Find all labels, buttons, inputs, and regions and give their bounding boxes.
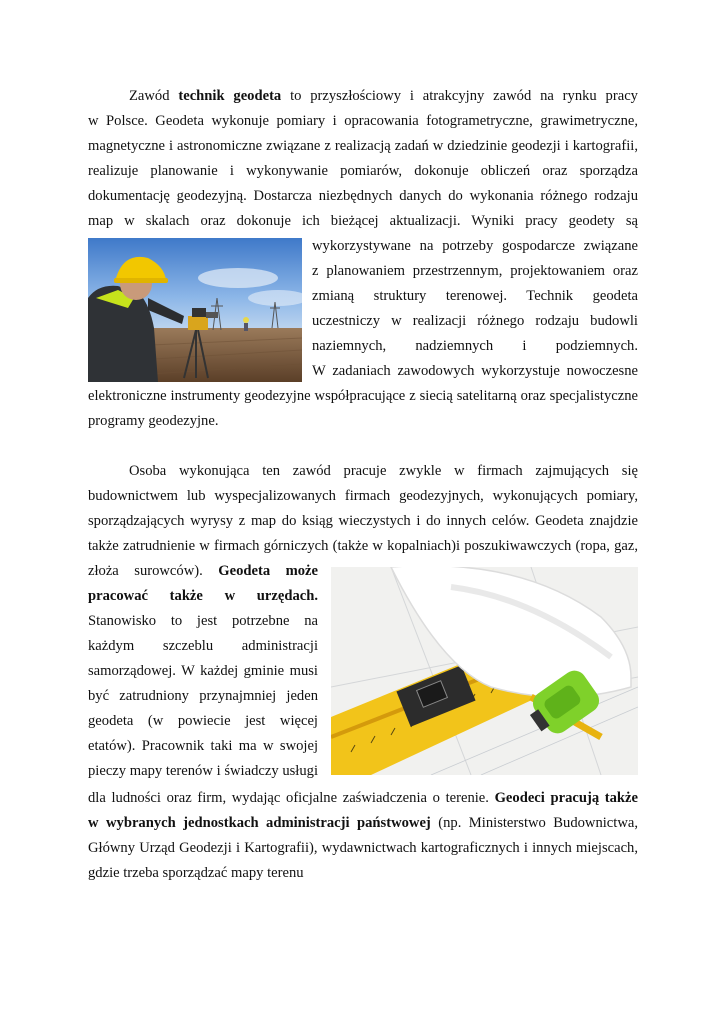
- surveyor-photo: [88, 238, 302, 382]
- p2-line-1: Osoba wykonująca ten zawód pracuje zwykle w firmach zajmujących się: [129, 463, 638, 479]
- p2-line-8: każdym szczeblu administracji: [88, 638, 318, 654]
- p2-line-11: geodeta (w powiecie jest więcej: [88, 713, 318, 729]
- p1-line-8: z planowaniem przestrzennym, projektowaniem oraz: [312, 263, 638, 279]
- p2-line-15: [88, 811, 638, 836]
- bold-phrase-geodeta-moze: Geodeta może: [218, 563, 318, 579]
- p1-line-1-pre: Zawód: [129, 88, 179, 104]
- p2-line-14: [88, 786, 638, 811]
- p2-line-5-pre: złoża surowców).: [88, 563, 219, 579]
- bold-phrase-administracji-panstwowej: w wybranych jednostkach administracji państwowej: [88, 815, 431, 831]
- bold-phrase-geodeci-pracuja: Geodeci pracują także: [494, 790, 638, 806]
- bold-term-technik-geodeta: technik geodeta: [178, 88, 282, 104]
- p1-line-7: wykorzystywane na potrzeby gospodarcze związane: [312, 238, 638, 254]
- p2-line-10: być zatrudniony przynajmniej jeden: [88, 688, 318, 704]
- bold-phrase-pracowac-w-urzedach: pracować także w urzędach.: [88, 588, 318, 604]
- p2-line-6: [88, 584, 318, 609]
- p1-line-1: [129, 84, 638, 109]
- p1-line-11: naziemnych, nadziemnych i podziemnych.: [312, 338, 638, 354]
- p2-line-12: etatów). Pracownik taki ma w swojej: [88, 738, 318, 754]
- p2-line-4: także zatrudnienie w firmach górniczych (także w kopalniach)i poszukiwawczych (ropa, gaz,: [88, 538, 638, 554]
- p1-line-3: magnetyczne i astronomiczne związane z realizacją zadań w dziedzinie geodezji i kartografii,: [88, 138, 638, 154]
- p2-line-5: [88, 559, 318, 584]
- p1-line-4: realizuje planowanie i wykonywanie pomiarów, dokonuje obliczeń oraz sporządza: [88, 163, 638, 179]
- p1-line-12: W zadaniach zawodowych wykorzystuje nowoczesne: [312, 363, 638, 379]
- p2-line-9: samorządowej. W każdej gminie musi: [88, 663, 318, 679]
- p2-line-17: gdzie trzeba sporządzać mapy terenu: [88, 865, 304, 881]
- p1-line-10: uczestniczy w realizacji różnego rodzaju budowli: [312, 313, 638, 329]
- p1-line-13: elektroniczne instrumenty geodezyjne współpracujące z siecią satelitarną oraz specjalistyczne: [88, 388, 638, 404]
- p1-line-1-post: to przyszłościowy i atrakcyjny zawód na rynku pracy: [281, 88, 638, 104]
- p2-line-7: Stanowisko to jest potrzebne na: [88, 613, 318, 629]
- p1-line-14: programy geodezyjne.: [88, 413, 219, 429]
- p2-line-3: sporządzających wyrysy z map do ksiąg wieczystych i do innych celów. Geodeta znajdzie: [88, 513, 638, 529]
- p1-line-2: w Polsce. Geodeta wykonuje pomiary i opracowania fotogrametryczne, grawimetryczne,: [88, 113, 638, 129]
- p2-line-2: budownictwem lub wyspecjalizowanych firmach geodezyjnych, wykonujących pomiary,: [88, 488, 638, 504]
- p2-line-15-post: (np. Ministerstwo Budownictwa,: [430, 815, 638, 831]
- p2-line-14-pre: dla ludności oraz firm, wydając oficjalne zaświadczenia o terenie.: [88, 790, 495, 806]
- p1-line-5: dokumentację geodezyjną. Dostarcza niezbędnych danych do wykonania różnego rodzaju: [88, 188, 638, 204]
- p2-line-13: pieczy mapy terenów i świadczy usługi: [88, 763, 318, 779]
- p1-line-6: map w skalach oraz dokonuje ich bieżącej aktualizacji. Wyniki pracy geodety są: [88, 213, 638, 229]
- p2-line-16: Główny Urząd Geodezji i Kartografii), wydawnictwach kartograficznych i innych miejscach,: [88, 840, 638, 856]
- helmet-tools-photo: [331, 567, 638, 775]
- p1-line-9: zmianą struktury terenowej. Technik geodeta: [312, 288, 638, 304]
